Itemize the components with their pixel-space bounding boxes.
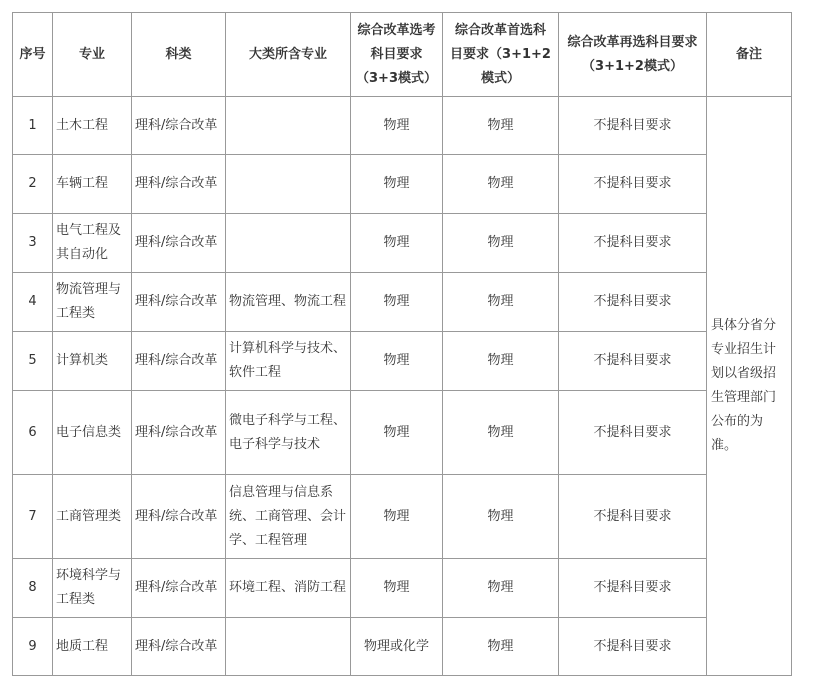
- cell-first-3-1-2: 物理: [443, 332, 559, 391]
- cell-seq: 4: [13, 273, 53, 332]
- cell-includes: [226, 214, 351, 273]
- cell-category: 理科/综合改革: [132, 214, 226, 273]
- cell-seq: 8: [13, 559, 53, 618]
- cell-second-3-1-2: 不提科目要求: [559, 97, 707, 155]
- cell-seq: 1: [13, 97, 53, 155]
- table-row: [13, 214, 792, 273]
- cell-first-3-1-2: 物理: [443, 391, 559, 475]
- cell-major: 土木工程: [53, 97, 132, 155]
- cell-category: 理科/综合改革: [132, 391, 226, 475]
- cell-first-3-1-2: 物理: [443, 559, 559, 618]
- table-row: [13, 618, 792, 676]
- cell-major: 地质工程: [53, 618, 132, 676]
- header-category: 科类: [132, 13, 226, 97]
- header-includes: 大类所含专业: [226, 13, 351, 97]
- note-cell: 具体分省分专业招生计划以省级招生管理部门公布的为准。: [707, 97, 792, 676]
- cell-req-3-3: 物理: [351, 332, 443, 391]
- cell-includes: [226, 97, 351, 155]
- cell-first-3-1-2: 物理: [443, 214, 559, 273]
- cell-major: 车辆工程: [53, 155, 132, 214]
- cell-seq: 7: [13, 475, 53, 559]
- cell-category: 理科/综合改革: [132, 475, 226, 559]
- table-row: [13, 273, 792, 332]
- cell-includes: [226, 155, 351, 214]
- cell-req-3-3: 物理或化学: [351, 618, 443, 676]
- cell-includes: 微电子科学与工程、电子科学与技术: [226, 391, 351, 475]
- subject-requirements-table: [12, 12, 792, 676]
- cell-seq: 3: [13, 214, 53, 273]
- table-row: [13, 97, 792, 155]
- cell-category: 理科/综合改革: [132, 618, 226, 676]
- cell-major: 计算机类: [53, 332, 132, 391]
- cell-major: 物流管理与工程类: [53, 273, 132, 332]
- cell-first-3-1-2: 物理: [443, 475, 559, 559]
- cell-includes: 物流管理、物流工程: [226, 273, 351, 332]
- table-row: [13, 155, 792, 214]
- cell-req-3-3: 物理: [351, 273, 443, 332]
- cell-category: 理科/综合改革: [132, 97, 226, 155]
- cell-second-3-1-2: 不提科目要求: [559, 332, 707, 391]
- cell-req-3-3: 物理: [351, 214, 443, 273]
- table-row: [13, 559, 792, 618]
- table-row: [13, 332, 792, 391]
- cell-includes: 计算机科学与技术、软件工程: [226, 332, 351, 391]
- cell-includes: 信息管理与信息系统、工商管理、会计学、工程管理: [226, 475, 351, 559]
- table-row: [13, 391, 792, 475]
- header-seq: 序号: [13, 13, 53, 97]
- cell-seq: 6: [13, 391, 53, 475]
- cell-includes: 环境工程、消防工程: [226, 559, 351, 618]
- cell-req-3-3: 物理: [351, 475, 443, 559]
- cell-category: 理科/综合改革: [132, 273, 226, 332]
- cell-second-3-1-2: 不提科目要求: [559, 618, 707, 676]
- header-req-3-3: 综合改革选考科目要求（3+3模式）: [351, 13, 443, 97]
- cell-category: 理科/综合改革: [132, 332, 226, 391]
- cell-includes: [226, 618, 351, 676]
- cell-second-3-1-2: 不提科目要求: [559, 391, 707, 475]
- cell-req-3-3: 物理: [351, 559, 443, 618]
- cell-category: 理科/综合改革: [132, 559, 226, 618]
- header-first-3-1-2: 综合改革首选科目要求（3+1+2模式）: [443, 13, 559, 97]
- header-note: 备注: [707, 13, 792, 97]
- table-row: [13, 475, 792, 559]
- cell-first-3-1-2: 物理: [443, 273, 559, 332]
- cell-first-3-1-2: 物理: [443, 97, 559, 155]
- header-row: [13, 13, 792, 97]
- cell-second-3-1-2: 不提科目要求: [559, 475, 707, 559]
- cell-req-3-3: 物理: [351, 391, 443, 475]
- header-major: 专业: [53, 13, 132, 97]
- cell-req-3-3: 物理: [351, 97, 443, 155]
- cell-second-3-1-2: 不提科目要求: [559, 155, 707, 214]
- cell-second-3-1-2: 不提科目要求: [559, 273, 707, 332]
- cell-category: 理科/综合改革: [132, 155, 226, 214]
- header-second-3-1-2: 综合改革再选科目要求（3+1+2模式）: [559, 13, 707, 97]
- cell-major: 电子信息类: [53, 391, 132, 475]
- cell-first-3-1-2: 物理: [443, 155, 559, 214]
- cell-second-3-1-2: 不提科目要求: [559, 559, 707, 618]
- cell-seq: 2: [13, 155, 53, 214]
- cell-req-3-3: 物理: [351, 155, 443, 214]
- cell-major: 环境科学与工程类: [53, 559, 132, 618]
- cell-seq: 5: [13, 332, 53, 391]
- cell-first-3-1-2: 物理: [443, 618, 559, 676]
- cell-seq: 9: [13, 618, 53, 676]
- cell-major: 电气工程及其自动化: [53, 214, 132, 273]
- cell-major: 工商管理类: [53, 475, 132, 559]
- cell-second-3-1-2: 不提科目要求: [559, 214, 707, 273]
